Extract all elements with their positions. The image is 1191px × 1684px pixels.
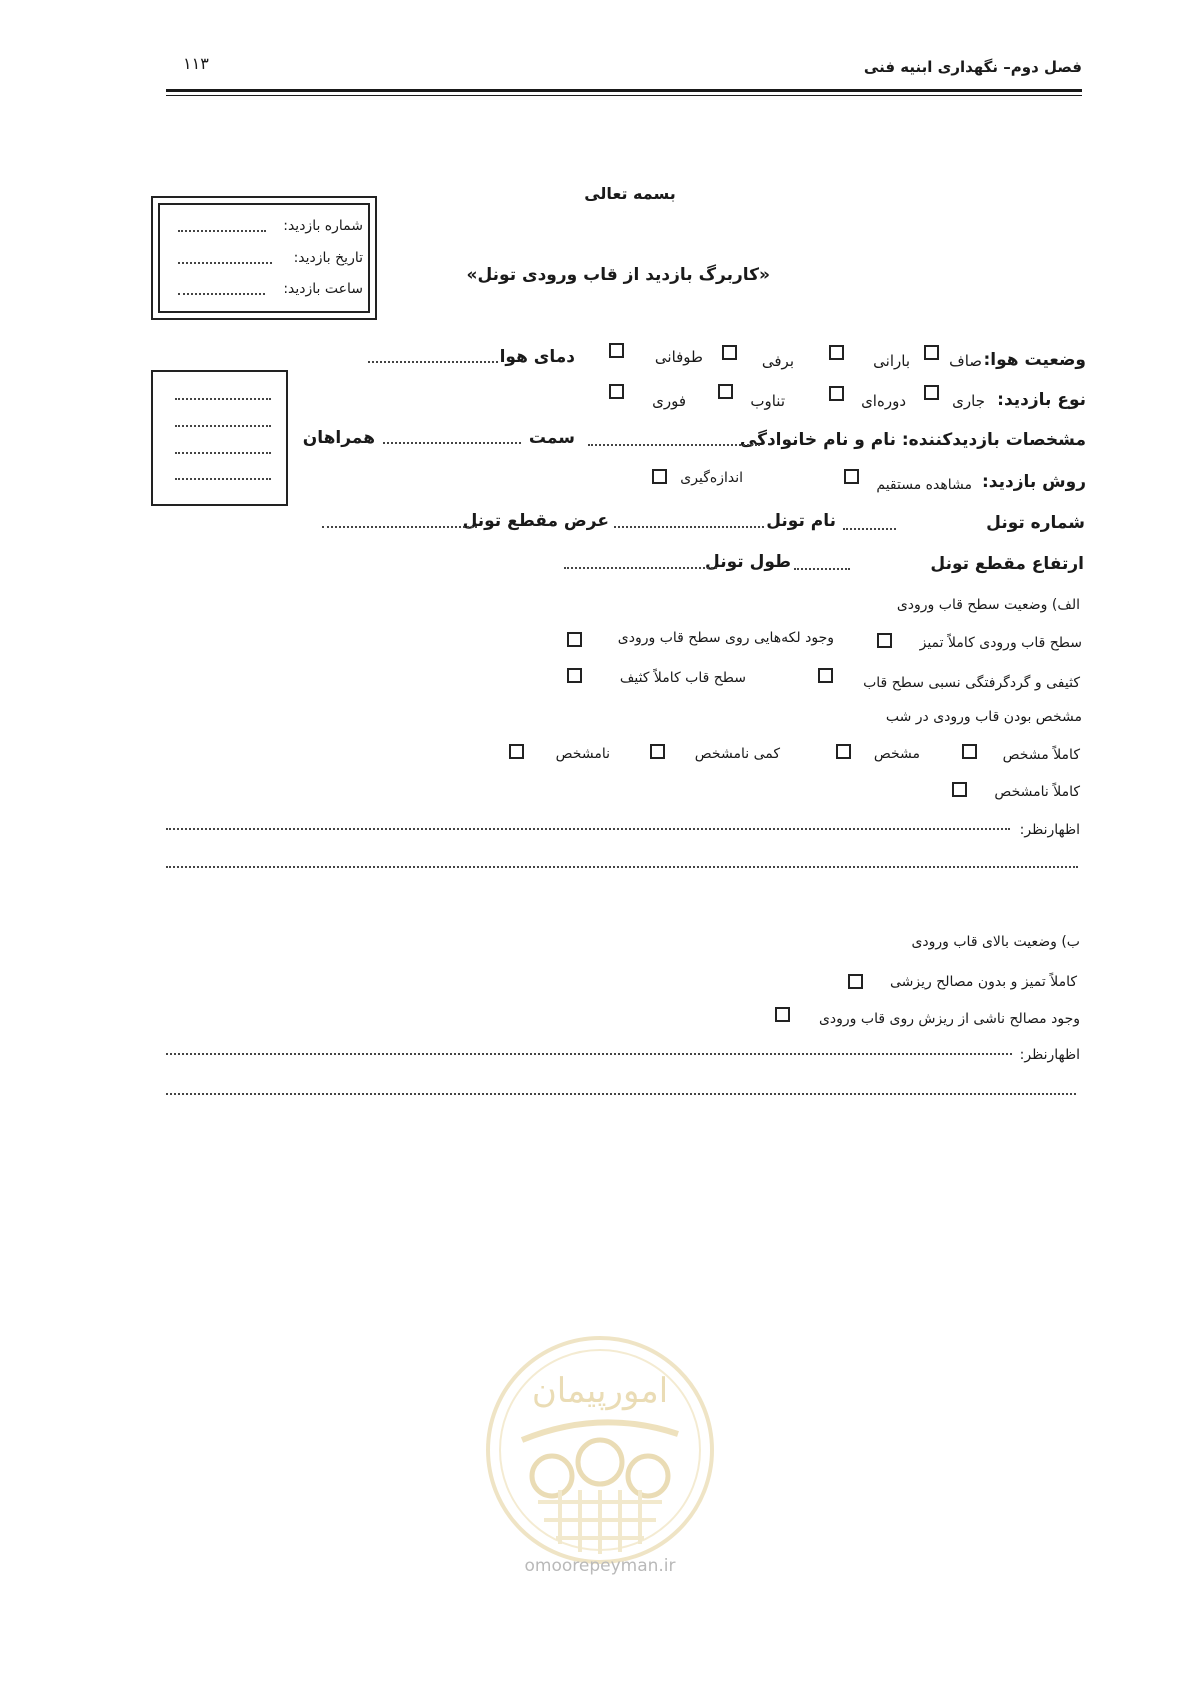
chapter-title: فصل دوم– نگهداری ابنیه فنی	[863, 58, 1082, 76]
visit-type-urgent: فوری	[652, 392, 686, 410]
inspector-name-label: مشخصات بازدیدکننده: نام و نام خانوادگی	[739, 430, 1086, 450]
side-notes-line[interactable]	[175, 478, 271, 480]
page-number: ۱۱۳	[183, 54, 209, 73]
night-fully-unclear-checkbox[interactable]	[952, 782, 967, 797]
weather-clear-checkbox[interactable]	[924, 345, 939, 360]
side-notes-box	[151, 370, 288, 506]
temperature-field[interactable]	[368, 361, 498, 363]
visit-type-interval: تناوب	[750, 392, 785, 410]
night-visible-checkbox[interactable]	[836, 744, 851, 759]
basmala: بسمه تعالی	[584, 184, 676, 203]
visit-type-interval-checkbox[interactable]	[718, 384, 733, 399]
section-b-comment-label: اظهارنظر:	[1019, 1047, 1080, 1063]
visit-time-label: ساعت بازدید:	[283, 281, 363, 297]
tunnel-name-field[interactable]	[614, 526, 764, 528]
weather-rainy-checkbox[interactable]	[829, 345, 844, 360]
surface-fully-dirty-checkbox[interactable]	[567, 668, 582, 683]
watermark-logo-icon	[480, 1330, 720, 1570]
temperature-label: دمای هوا	[499, 347, 575, 367]
tunnel-height-field[interactable]	[794, 568, 850, 570]
night-slightly-unclear: کمی نامشخص	[694, 746, 780, 762]
weather-label: وضعیت هوا:	[983, 350, 1086, 370]
section-b-comment-line[interactable]	[166, 1053, 1012, 1055]
tunnel-length-label: طول تونل	[705, 552, 791, 572]
visit-type-label: نوع بازدید:	[997, 390, 1086, 410]
weather-option-clear: صاف	[949, 352, 982, 370]
tunnel-name-label: نام تونل	[766, 511, 836, 531]
surface-fully-clean: سطح قاب ورودی کاملاً تمیز	[919, 635, 1082, 651]
surface-stains-checkbox[interactable]	[567, 632, 582, 647]
visit-type-urgent-checkbox[interactable]	[609, 384, 624, 399]
top-fully-clean: کاملاً تمیز و بدون مصالح ریزشی	[889, 974, 1077, 990]
night-fully-visible-checkbox[interactable]	[962, 744, 977, 759]
visit-number-label: شماره بازدید:	[283, 218, 363, 234]
visit-date-field[interactable]	[178, 262, 272, 264]
visit-type-current: جاری	[952, 392, 985, 410]
visit-type-current-checkbox[interactable]	[924, 385, 939, 400]
night-fully-visible: کاملاً مشخص	[1002, 747, 1080, 763]
surface-relative-dirt-checkbox[interactable]	[818, 668, 833, 683]
method-measurement-checkbox[interactable]	[652, 469, 667, 484]
header-rule-thick	[166, 89, 1082, 92]
watermark-logo-text: امورپیمان	[531, 1371, 669, 1411]
side-notes-line[interactable]	[175, 425, 271, 427]
side-notes-line[interactable]	[175, 452, 271, 454]
tunnel-width-label: عرض مقطع تونل	[462, 511, 609, 531]
tunnel-length-field[interactable]	[564, 567, 717, 569]
weather-option-rainy: بارانی	[873, 352, 910, 370]
method-measurement: اندازه‌گیری	[680, 470, 743, 486]
night-fully-unclear: کاملاً نامشخص	[994, 784, 1080, 800]
section-a-title: الف) وضعیت سطح قاب ورودی	[896, 597, 1080, 613]
inspector-position-field[interactable]	[383, 442, 521, 444]
section-a-comment-label: اظهارنظر:	[1019, 822, 1080, 838]
weather-snowy-checkbox[interactable]	[722, 345, 737, 360]
tunnel-height-label: ارتفاع مقطع تونل	[930, 554, 1084, 574]
surface-relative-dirt: کثیفی و گردگرفتگی نسبی سطح قاب	[863, 675, 1080, 691]
visit-type-periodic-checkbox[interactable]	[829, 386, 844, 401]
section-b-title: ب) وضعیت بالای قاب ورودی	[911, 934, 1080, 950]
visit-method-label: روش بازدید:	[981, 472, 1086, 492]
night-slightly-unclear-checkbox[interactable]	[650, 744, 665, 759]
weather-option-stormy: طوفانی	[654, 348, 703, 366]
visit-date-label: تاریخ بازدید:	[293, 250, 363, 266]
night-unclear: نامشخص	[555, 746, 610, 762]
top-fallen-material: وجود مصالح ناشی از ریزش روی قاب ورودی	[818, 1011, 1080, 1027]
section-a-comment-line[interactable]	[166, 828, 1010, 830]
header-rule-thin	[166, 95, 1082, 96]
side-notes-line[interactable]	[175, 398, 271, 400]
inspector-position-label: سمت	[528, 428, 575, 448]
top-fully-clean-checkbox[interactable]	[848, 974, 863, 989]
method-direct-observation-checkbox[interactable]	[844, 469, 859, 484]
surface-fully-dirty: سطح قاب کاملاً کثیف	[619, 670, 746, 686]
inspector-name-field[interactable]	[588, 444, 760, 446]
companions-label: همراهان	[302, 428, 375, 448]
top-fallen-material-checkbox[interactable]	[775, 1007, 790, 1022]
section-a-comment-line[interactable]	[166, 866, 1078, 868]
watermark-url: omoorepeyman.ir	[524, 1556, 676, 1576]
surface-fully-clean-checkbox[interactable]	[877, 633, 892, 648]
weather-option-snowy: برفی	[761, 352, 794, 370]
night-visible: مشخص	[873, 746, 920, 762]
surface-stains: وجود لکه‌هایی روی سطح قاب ورودی	[617, 630, 834, 646]
visit-number-field[interactable]	[178, 230, 266, 232]
night-visibility-title: مشخص بودن قاب ورودی در شب	[885, 709, 1082, 725]
method-direct-observation: مشاهده مستقیم	[876, 477, 972, 493]
visit-type-periodic: دوره‌ای	[861, 392, 906, 410]
form-title: «کاربرگ بازدید از قاب ورودی تونل»	[466, 265, 770, 285]
tunnel-width-field[interactable]	[322, 526, 477, 528]
weather-stormy-checkbox[interactable]	[609, 343, 624, 358]
section-b-comment-line[interactable]	[166, 1093, 1076, 1095]
tunnel-number-label: شماره تونل	[986, 513, 1085, 533]
night-unclear-checkbox[interactable]	[509, 744, 524, 759]
tunnel-number-field[interactable]	[843, 528, 896, 530]
visit-time-field[interactable]	[178, 293, 265, 295]
